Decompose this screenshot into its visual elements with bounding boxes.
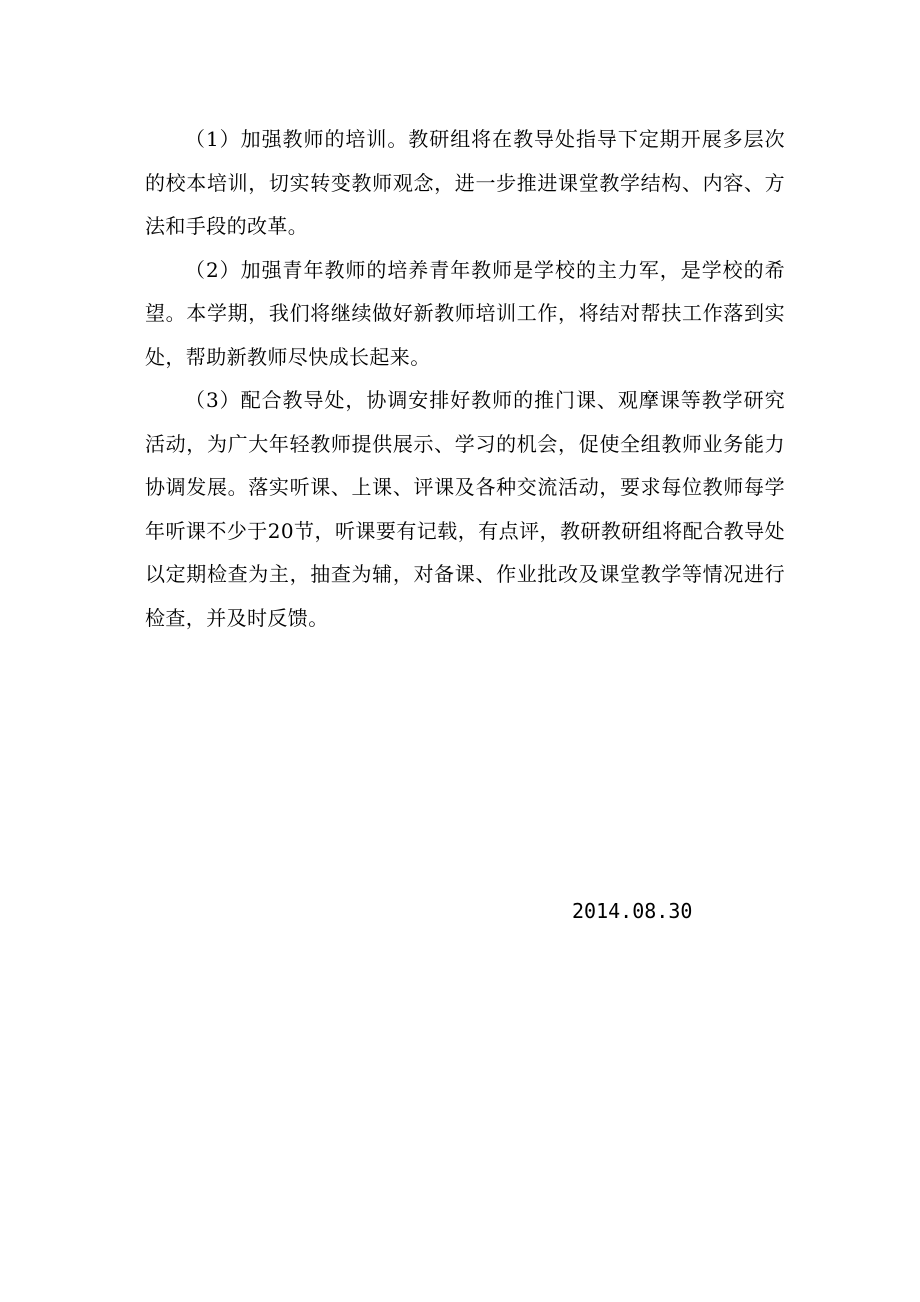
paragraph-young-teacher-training: （2）加强青年教师的培养青年教师是学校的主力军，是学校的希望。本学期，我们将继续做好新教师培训工作，将结对帮扶工作落到实处，帮助新教师尽快成长起来。 [145,257,785,369]
paragraph-teaching-research-activities: （3）配合教导处，协调安排好教师的推门课、观摩课等教学研究活动，为广大年轻教师提供展示、学习的机会，促使全组教师业务能力协调发展。落实听课、上课、评课及各种交流活动，要求每位教师每学年听课不少于20节，听课要有记载，有点评，教研教研组将配合教导处以定期检查为主，抽查为辅，对备课、作业批改及课堂教学等情况进行检查，并及时反馈。 [145,388,785,630]
document-date: 2014.08.30 [572,899,693,923]
paragraph-teacher-training: （1）加强教师的培训。教研组将在教导处指导下定期开展多层次的校本培训，切实转变教师观念，进一步推进课堂教学结构、内容、方法和手段的改革。 [145,127,785,238]
document-body [145,118,785,640]
